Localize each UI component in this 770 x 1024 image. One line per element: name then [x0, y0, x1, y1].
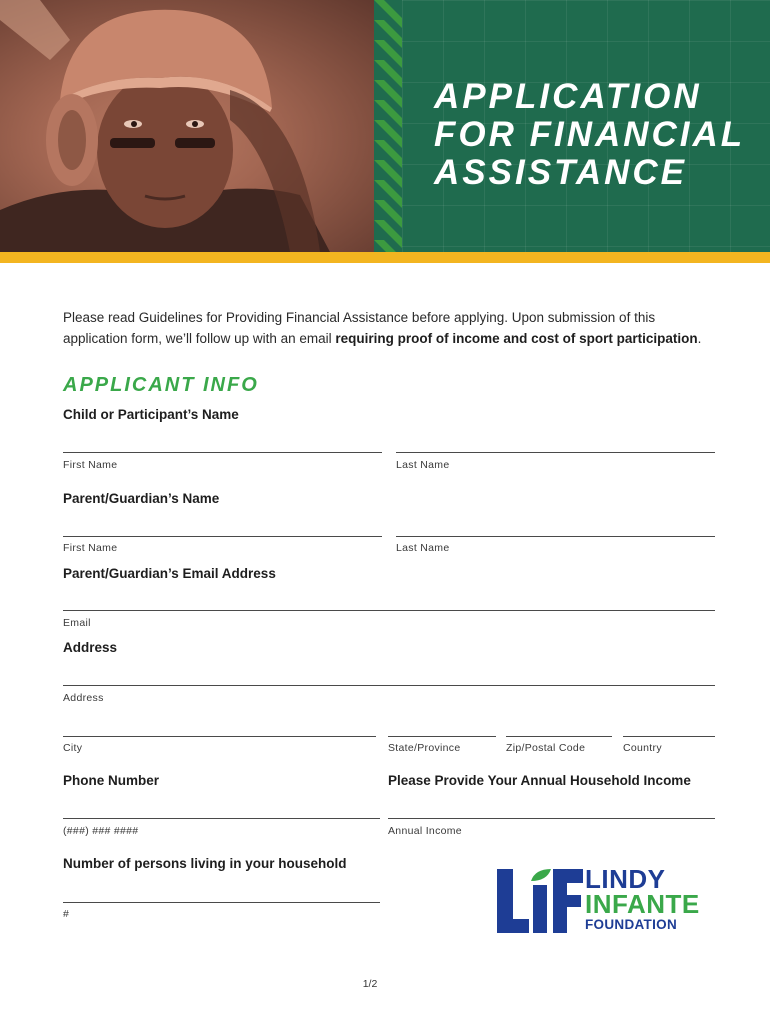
guardian-first-name-field[interactable] [63, 536, 382, 537]
section-title-applicant-info: APPLICANT INFO [63, 374, 259, 396]
persons-hint: # [63, 908, 70, 920]
child-last-name-hint: Last Name [396, 459, 450, 471]
accent-bar [0, 252, 770, 263]
address-hint: Address [63, 692, 104, 704]
country-field[interactable] [623, 736, 715, 737]
email-hint: Email [63, 617, 91, 629]
child-last-name-field[interactable] [396, 452, 715, 453]
logo-wordmark [585, 864, 700, 933]
intro-text: Please read Guidelines for Providing Financial Assistance before applying. Upon submission of this application form, we’ll follow up with an email [63, 310, 656, 346]
page-number: 1/2 [362, 978, 378, 990]
phone-hint: (###) ### #### [63, 825, 139, 837]
logo-line-foundation: FOUNDATION [585, 917, 677, 932]
income-hint: Annual Income [388, 825, 462, 837]
income-field[interactable] [388, 818, 715, 819]
page-title [434, 78, 764, 192]
address-field[interactable] [63, 685, 715, 686]
country-hint: Country [623, 742, 662, 754]
email-field[interactable] [63, 610, 715, 611]
title-line-2: FOR FINANCIAL [434, 115, 746, 154]
city-hint: City [63, 742, 83, 754]
zip-field[interactable] [506, 736, 612, 737]
child-first-name-field[interactable] [63, 452, 382, 453]
guardian-last-name-field[interactable] [396, 536, 715, 537]
address-label: Address [63, 640, 118, 655]
phone-field[interactable] [63, 818, 380, 819]
logo-line-infante: INFANTE [585, 889, 700, 919]
title-line-3: ASSISTANCE [434, 153, 687, 192]
header-banner [0, 0, 770, 252]
phone-label: Phone Number [63, 773, 160, 788]
guardian-first-name-hint: First Name [63, 542, 118, 554]
persons-label: Number of persons living in your household [63, 856, 347, 871]
income-label: Please Provide Your Annual Household Income [388, 773, 691, 788]
title-line-1: APPLICATION [434, 77, 702, 116]
zip-hint: Zip/Postal Code [506, 742, 586, 754]
intro-paragraph [63, 307, 723, 349]
lif-monogram-icon [495, 867, 585, 935]
lindy-infante-foundation-logo [495, 865, 720, 935]
state-hint: State/Province [388, 742, 461, 754]
intro-bold-text: requiring proof of income and cost of sport participation [335, 331, 698, 346]
baseball-player-photo [0, 0, 392, 252]
email-label: Parent/Guardian’s Email Address [63, 566, 276, 581]
intro-end: . [697, 331, 702, 346]
guardian-last-name-hint: Last Name [396, 542, 450, 554]
guardian-name-label: Parent/Guardian’s Name [63, 491, 220, 506]
logo-line-lindy: LINDY [585, 864, 666, 894]
child-first-name-hint: First Name [63, 459, 118, 471]
state-field[interactable] [388, 736, 496, 737]
persons-field[interactable] [63, 902, 380, 903]
diagonal-stripes [374, 0, 402, 252]
city-field[interactable] [63, 736, 376, 737]
child-name-label: Child or Participant’s Name [63, 407, 239, 422]
